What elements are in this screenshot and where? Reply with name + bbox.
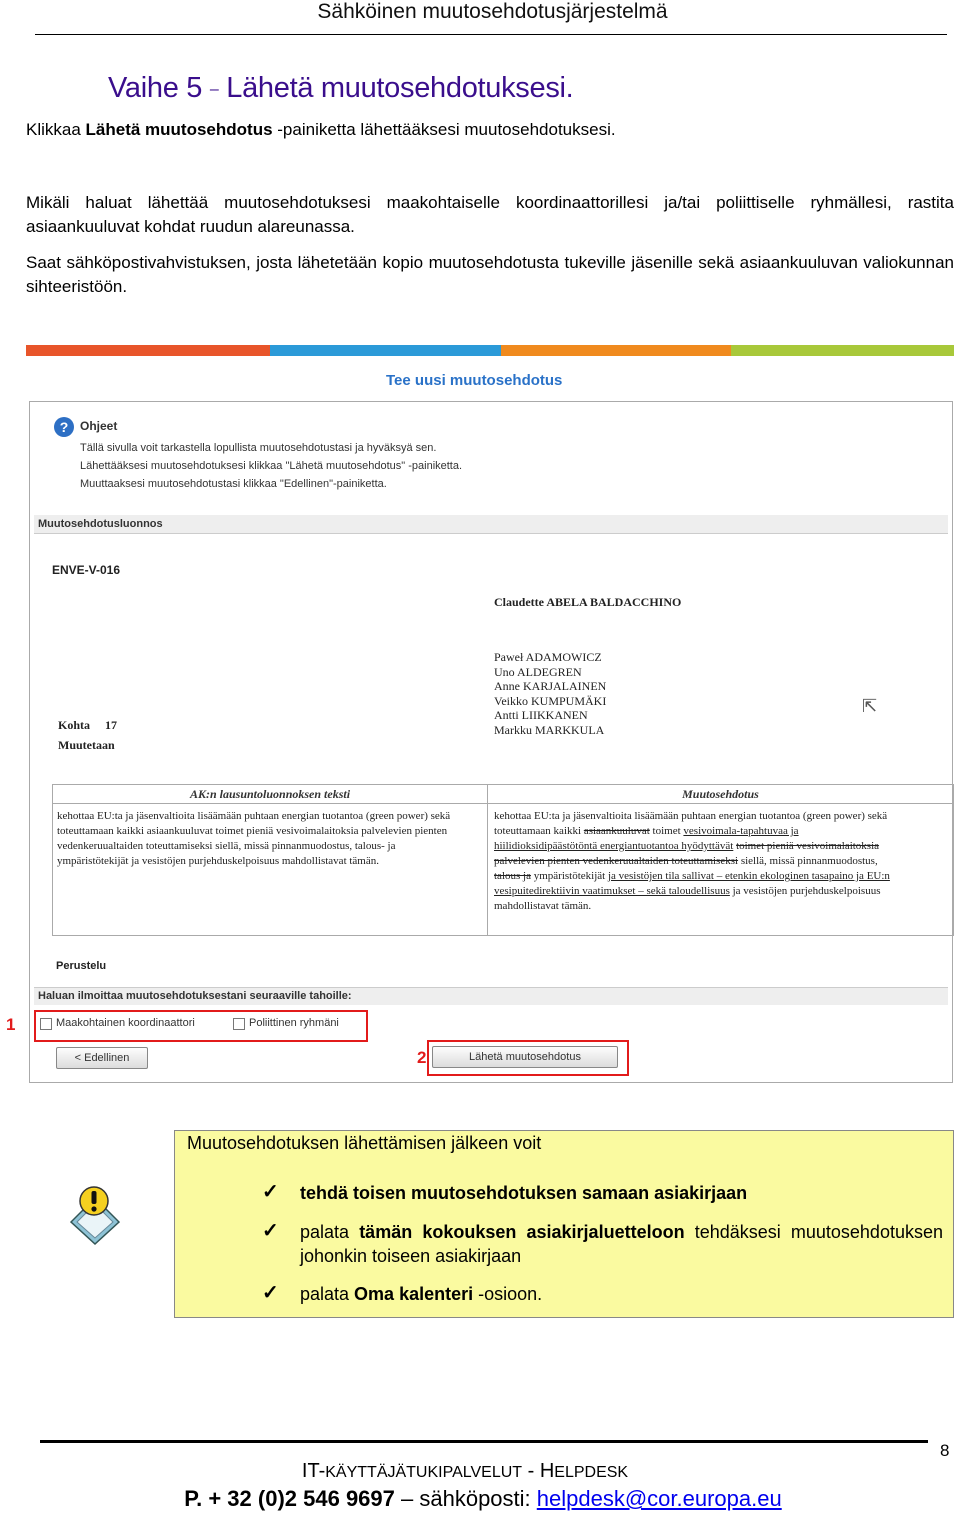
checkbox-coordinator[interactable] — [40, 1018, 52, 1030]
step-prefix: Vaihe 5 — [108, 72, 203, 104]
text-segment: toimet — [649, 825, 684, 837]
draft-label: Muutosehdotusluonnos — [38, 518, 163, 530]
footer-contact — [0, 1486, 960, 1512]
checkbox-political-group-label: Poliittinen ryhmäni — [249, 1017, 339, 1029]
original-text: kehottaa EU:ta ja jäsenvaltioita lisäämään puhtaan energian tuotantoa (green power) sekä toteuttamaan kaikki asiaankuuluvat toimet pieniä vesivoimalaitoksia palvelevien pienten vedenkeruualtaiden toteuttamiseksi siellä, missä pinnanmuodostus, talous- ja ympäristötekijät ja vesistöjen purjehduskelpoisuus mahdollistavat tämän. — [57, 810, 451, 867]
intro-pre: Klikkaa — [26, 120, 86, 139]
header-rule — [35, 34, 947, 35]
marker-1: 1 — [6, 1015, 16, 1034]
footer-text: - H — [522, 1460, 555, 1482]
step-dash: – — [209, 81, 219, 98]
color-bar-blue — [270, 345, 501, 356]
deleted-text: toimet pieniä vesivoimalaitoksia palvelevien pienten vedenkeruualtaiden toteuttamiseksi — [494, 840, 880, 867]
deleted-text: talous ja — [494, 870, 531, 882]
text-segment: ja vesistöjen purjehduskelpoisuus mahdollistavat tämän. — [494, 885, 881, 912]
footer-text: ELPDESK — [554, 1464, 629, 1481]
point-number: Kohta 17 — [58, 718, 118, 732]
justification-label: Perustelu — [56, 960, 107, 972]
column-header-amendment: Muutosehdotus — [488, 785, 953, 804]
checkmark-icon: ✓ — [262, 1181, 279, 1203]
author: Anne KARJALAINEN — [494, 679, 607, 693]
footer-text: KÄYTTÄJÄTUKIPALVELUT — [325, 1464, 523, 1481]
item-bold: tämän kokouksen asiakirjaluetteloon — [359, 1222, 685, 1242]
author: Paweł ADAMOWICZ — [494, 650, 602, 664]
intro-bold: Lähetä muutosehdotus — [85, 120, 273, 139]
help-line: Lähettääksesi muutosehdotuksesi klikkaa "Lähetä muutosehdotus" -painiketta. — [80, 460, 463, 472]
author: Uno ALDEGREN — [494, 664, 582, 679]
page-number: 8 — [940, 1441, 950, 1460]
intro-post: -painiketta lähettääksesi muutosehdotuksesi. — [272, 120, 616, 139]
notify-label: Haluan ilmoittaa muutosehdotuksestani seuraaville tahoille: — [38, 990, 352, 1002]
footer-phone: P. + 32 (0)2 546 9697 — [184, 1486, 395, 1511]
author: Antti LIIKKANEN — [494, 708, 588, 722]
amendment-text — [494, 809, 904, 914]
checkbox-coordinator-label: Maakohtainen koordinaattori — [56, 1017, 195, 1029]
color-bar-orange2 — [501, 345, 731, 356]
co-authors — [494, 650, 606, 737]
item-text: palata — [300, 1222, 360, 1242]
deleted-text: asiaankuuluvat — [583, 825, 650, 837]
list-item — [262, 1220, 943, 1268]
send-button-highlight — [427, 1040, 629, 1076]
form-frame — [29, 401, 953, 1083]
color-bar-orange — [26, 345, 270, 356]
footer-rule — [40, 1440, 928, 1443]
intro-paragraph — [26, 118, 954, 142]
column-divider — [487, 785, 488, 935]
draft-section-bar — [34, 515, 948, 534]
footer-email-link[interactable]: helpdesk@cor.europa.eu — [536, 1486, 782, 1511]
after-sending-intro: Muutosehdotuksen lähettämisen jälkeen voit — [187, 1133, 542, 1153]
checkmark-icon: ✓ — [262, 1282, 279, 1304]
item-text: palata — [300, 1284, 355, 1304]
amend-label: Muutetaan — [58, 738, 115, 752]
embedded-screenshot — [6, 345, 954, 1085]
footer-text: IT- — [301, 1460, 326, 1482]
column-header-original: AK:n lausuntoluonnoksen teksti — [53, 785, 487, 804]
notify-section-bar — [34, 987, 948, 1005]
send-amendment-button[interactable]: Lähetä muutosehdotus — [432, 1046, 618, 1068]
footer-separator: – — [394, 1486, 420, 1511]
warning-icon — [70, 1184, 120, 1246]
marker-2: 2 — [417, 1048, 427, 1067]
footer-department — [0, 1460, 930, 1483]
list-item — [262, 1282, 943, 1306]
inserted-text: vesivoimala-tapahtuvaa ja hiilidioksidipäästötöntä energiantuotantoa hyödyttävät — [494, 825, 799, 852]
text-segment: siellä, missä pinnanmuodostus, — [738, 855, 878, 867]
item-text: tehdä toisen muutosehdotuksen samaan asiakirjaan — [300, 1183, 748, 1203]
previous-button[interactable]: < Edellinen — [56, 1047, 148, 1069]
amendment-table — [52, 784, 954, 936]
text-segment: kehottaa EU:ta ja jäsenvaltioita lisäämään puhtaan energian tuotantoa (green power) sekä toteuttamaan kaikki — [494, 810, 888, 837]
document-id: ENVE-V-016 — [52, 563, 121, 577]
list-item — [262, 1181, 943, 1205]
paragraph-notify: Mikäli haluat lähettää muutosehdotuksesi maakohtaiselle koordinaattorillesi ja/tai poliittiselle ryhmällesi, rastita asiaankuuluvat kohdat ruudun alareunassa. — [26, 193, 954, 236]
help-line: Muuttaaksesi muutosehdotustasi klikkaa "Edellinen"-painiketta. — [80, 478, 387, 490]
screen-title: Tee uusi muutosehdotus — [386, 372, 563, 389]
inserted-text: ja vesistöjen tila sallivat – etenkin ekologinen tasapaino ja EU:n vesipuitedirektiivin vaatimukset – sekä taloudellisuus — [494, 870, 890, 897]
author: Veikko KUMPUMÄKI — [494, 693, 607, 708]
author: Markku MARKKULA — [494, 722, 605, 737]
paragraph-confirmation: Saat sähköpostivahvistuksen, josta lähetetään kopio muutosehdotusta tukeville jäsenille sekä asiaankuuluvan valiokunnan sihteeristöön. — [26, 253, 954, 296]
help-line: Tällä sivulla voit tarkastella lopullista muutosehdotustasi ja hyväksyä sen. — [80, 442, 437, 454]
checkmark-icon: ✓ — [262, 1220, 279, 1242]
notify-checkboxes-highlight — [34, 1010, 368, 1042]
item-bold: Oma kalenteri — [354, 1284, 474, 1304]
footer-email-label: sähköposti: — [419, 1486, 537, 1511]
text-segment: ympäristötekijät — [530, 870, 608, 882]
main-author: Claudette ABELA BALDACCHINO — [494, 595, 682, 609]
document-header: Sähköinen muutosehdotusjärjestelmä — [317, 0, 668, 23]
help-title: Ohjeet — [80, 419, 118, 433]
color-bar-green — [731, 345, 954, 356]
step-title: Lähetä muutosehdotuksesi. — [226, 72, 574, 104]
checkbox-political-group[interactable] — [233, 1018, 245, 1030]
item-text: -osioon. — [473, 1284, 543, 1304]
step-heading — [108, 72, 573, 105]
after-sending-box — [174, 1130, 954, 1318]
mouse-cursor-icon: ⇱ — [862, 696, 878, 716]
item-text: tehdäksesi muutosehdotuksen johonkin toiseen asiakirjaan — [300, 1222, 943, 1266]
help-icon: ? — [54, 417, 74, 437]
